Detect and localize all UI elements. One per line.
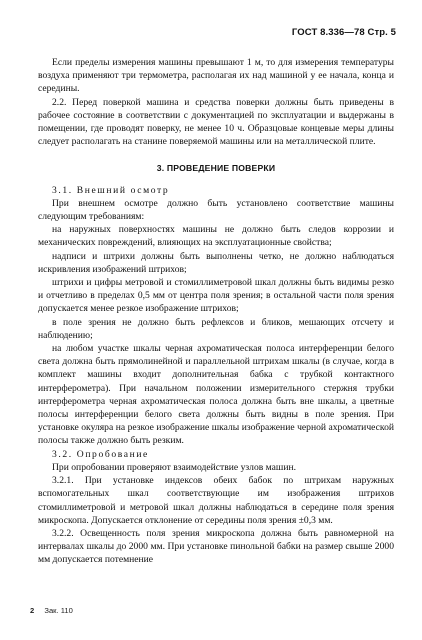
page-footer <box>30 604 73 617</box>
footer-page-number: 2 <box>30 606 35 615</box>
paragraph: Если пределы измерения машины превышают 1 м, то для измерения температуры воздуха применяют три термометра, располагая их над машиной у ее начала, конца и середины. <box>38 57 394 95</box>
paragraph: штрихи и цифры метровой и стомиллиметровой шкал должны быть видимы резко и отчетливо в пределах 0,5 мм от центра поля зрения; в остальной части поля зрения допускается менее резкое изображение штрихов; <box>38 277 394 315</box>
paragraph: 3.2.2. Освещенность поля зрения микроскопа должна быть равномерной на интервалах шкалы до 2000 мм. При установке пинольной бабки на размер свыше 2000 мм допускается потемнение <box>38 527 394 566</box>
paragraph: При опробовании проверяют взаимодействие узлов машин. <box>52 461 296 473</box>
page-header: ГОСТ 8.336—78 Стр. 5 <box>291 27 396 38</box>
paragraph: 3.2.1. При установке индексов обеих бабок по штрихам наружных вспомогательных шкал соответствующие им изображения штрихов стомиллиметровой и метровой шкал должны наблюдаться в середине поля зрения микроскопа. Допускается отклонение от середины поля зрения ±0,3 мм. <box>38 475 394 526</box>
paragraph: на любом участке шкалы черная ахроматическая полоса интерференции белого света должна быть прямолинейной и параллельной штрихам шкалы (в случае, когда в комплект машины входит дополнительная бабка с трубкой контактного интерферометра). При начальном положении измерительного стержня трубки интерферометра черная ахроматическая полоса должна быть вне шкалы, а цветные полосы интерференции белого света должны быть видны в поле зрения. При установке окуляра на резкое изображение шкалы изображение черной ахроматической полосы также должно быть резким. <box>38 343 394 447</box>
subsection-heading: 3.1. Внешний осмотр <box>52 184 170 196</box>
section-title: 3. ПРОВЕДЕНИЕ ПОВЕРКИ <box>156 163 276 174</box>
document-body <box>38 56 394 567</box>
paragraph: в поле зрения не должно быть рефлексов и бликов, мешающих отсчету и наблюдению; <box>38 316 394 341</box>
paragraph: При внешнем осмотре должно быть установлено соответствие машины следующим требованиям: <box>38 197 394 223</box>
paragraph: надписи и штрихи должны быть выполнены четко, не должно наблюдаться искривления изображений штрихов; <box>38 250 394 275</box>
paragraph: на наружных поверхностях машины не должно быть следов коррозии и механических повреждений, влияющих на эксплуатационные свойства; <box>38 224 394 249</box>
paragraph: 2.2. Перед поверкой машина и средства поверки должны быть приведены в рабочее состояние в соответствии с документацией по эксплуатации и выдержаны в помещении, где проводят поверку, не менее 10 ч. Образцовые концевые меры длины следует располагать на станине поверяемой машины или на металлической плите. <box>38 96 394 148</box>
footer-order-number: Зак. 110 <box>44 606 73 615</box>
subsection-heading: 3.2. Опробование <box>52 448 149 460</box>
